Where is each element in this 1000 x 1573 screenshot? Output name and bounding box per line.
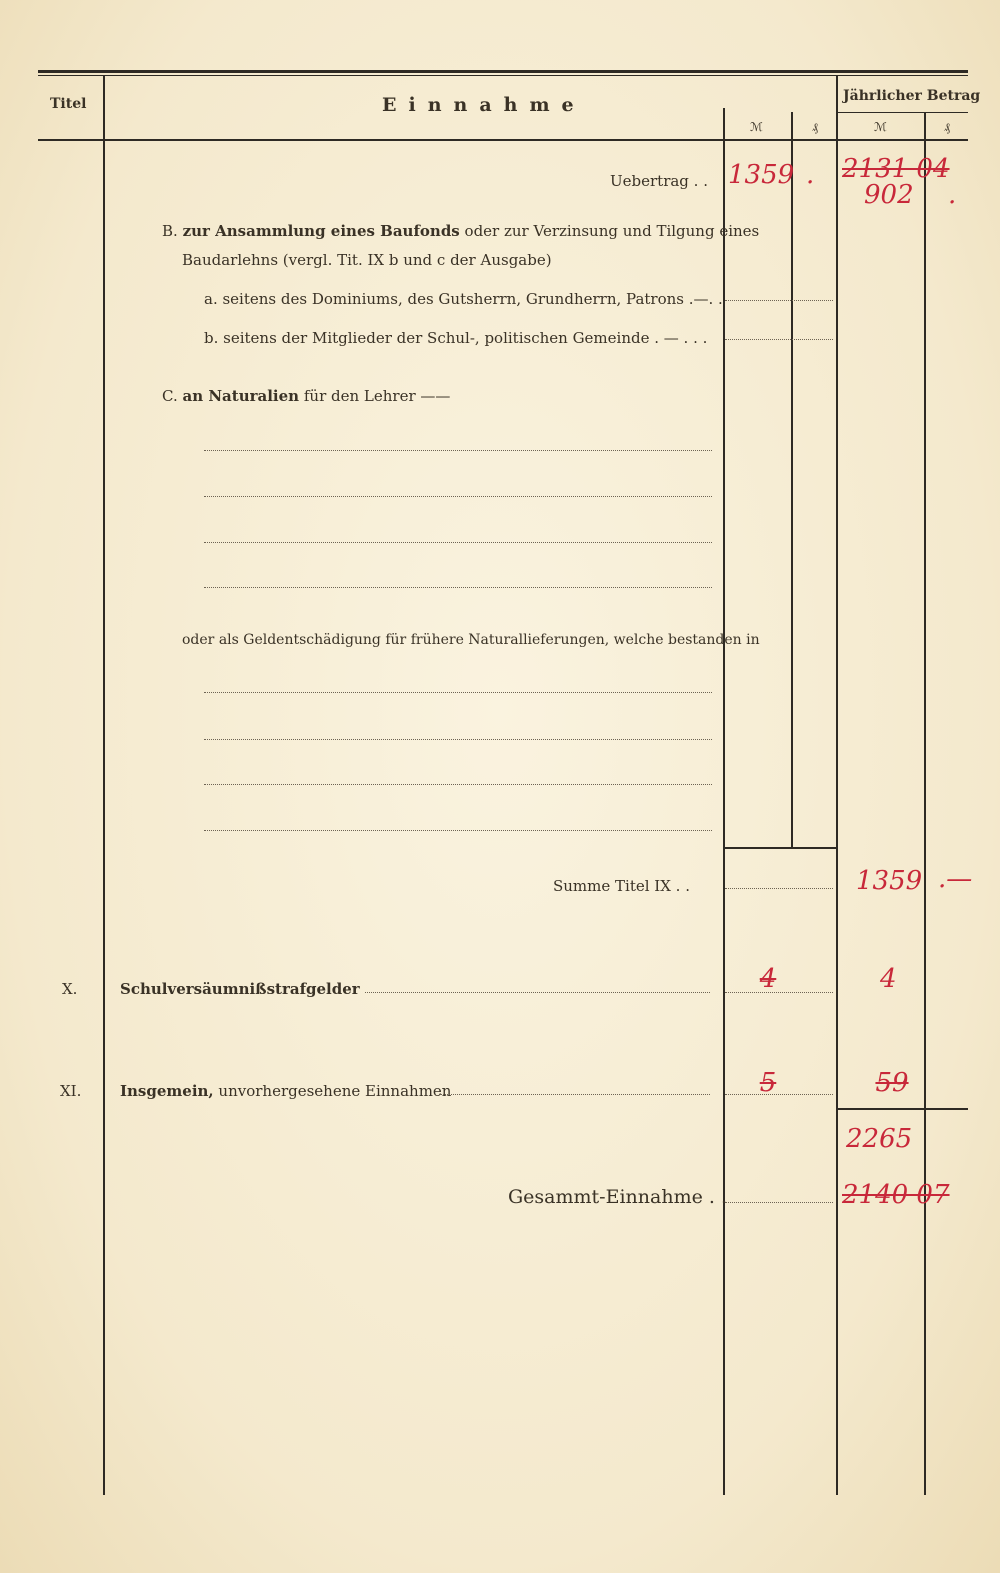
section-c-prefix: C.	[162, 387, 178, 405]
mark-column-line	[723, 108, 725, 1495]
row-xi-label	[120, 1082, 451, 1100]
hw-uebertrag-dot: .	[806, 160, 815, 190]
c-dots-4	[204, 587, 712, 588]
b-a-dots	[725, 300, 833, 301]
hw-uebertrag-new-dot: .	[948, 180, 957, 210]
header-einnahme: Einnahme	[382, 94, 586, 116]
section-b-prefix: B.	[162, 222, 178, 240]
summe-dots	[725, 888, 833, 889]
hw-summe: 1359	[856, 866, 923, 896]
section-c-line	[162, 387, 450, 405]
oder-dots-4	[204, 830, 712, 831]
hw-x-right: 4	[880, 964, 897, 994]
oder-dots-2	[204, 739, 712, 740]
row-x-dots	[365, 992, 710, 993]
top-rule	[38, 70, 968, 73]
c-dots-1	[204, 450, 712, 451]
section-b-a: a. seitens des Dominiums, des Gutsherrn, Grundherrn, Patrons .—. .	[204, 290, 723, 308]
summe-label: Summe Titel IX . .	[553, 877, 690, 895]
hw-x-mid: 4	[759, 964, 777, 994]
pf-column-line	[791, 112, 793, 848]
oder-dots-1	[204, 692, 712, 693]
c-dots-2	[204, 496, 712, 497]
c-dots-3	[204, 542, 712, 543]
row-xi-rest: unvorhergesehene Einnahmen	[218, 1082, 452, 1100]
header-rule	[38, 139, 968, 141]
summe-rule	[723, 847, 836, 849]
header-jaehrlicher-betrag: Jährlicher Betrag	[843, 88, 981, 104]
row-xi-bold: Insgemein,	[120, 1082, 214, 1100]
section-b-rest: oder zur Verzinsung und Tilgung eines	[464, 222, 760, 240]
hw-uebertrag-struck: 2131 04	[842, 154, 950, 184]
hw-uebertrag-new: 902	[864, 180, 914, 210]
section-b-line2: Baudarlehns (vergl. Tit. IX b und c der Ausgabe)	[182, 251, 552, 269]
header-titel: Titel	[50, 96, 87, 112]
hw-xi-right: 59	[875, 1068, 909, 1098]
b-b-dots	[725, 339, 833, 340]
betrag-column-line	[836, 75, 838, 1495]
unit-mark-2: ℳ	[874, 120, 887, 134]
section-c-rest: für den Lehrer ——	[303, 387, 451, 405]
betrag-pf-column-line	[924, 112, 926, 1495]
section-b-b: b. seitens der Mitglieder der Schul-, politischen Gemeinde . — . . .	[204, 329, 708, 347]
row-x-number: X.	[62, 980, 78, 998]
titel-column-line	[103, 75, 105, 1495]
hw-total-new: 2265	[846, 1124, 913, 1154]
oder-line: oder als Geldentschädigung für frühere Naturallieferungen, welche bestanden in	[182, 632, 760, 648]
unit-pf-1: ₰	[812, 120, 818, 134]
row-x-label: Schulversäumnißstrafgelder	[120, 980, 360, 998]
hw-uebertrag-mid: 1359	[728, 160, 795, 190]
hw-xi-mid: 5	[759, 1068, 777, 1098]
unit-pf-2: ₰	[944, 120, 950, 134]
uebertrag-label: Uebertrag . .	[610, 172, 708, 190]
betrag-subrule	[838, 112, 968, 113]
row-xi-number: XI.	[60, 1082, 82, 1100]
total-rule	[836, 1108, 968, 1110]
row-xi-dots	[440, 1094, 710, 1095]
oder-dots-3	[204, 784, 712, 785]
unit-mark-1: ℳ	[750, 120, 763, 134]
gesamt-label: Gesammt-Einnahme . .	[508, 1186, 727, 1208]
section-b-title: zur Ansammlung eines Baufonds	[182, 222, 460, 240]
section-c-title: an Naturalien	[182, 387, 300, 405]
top-rule-thin	[38, 75, 968, 76]
gesamt-dots	[725, 1202, 833, 1203]
section-b-line1	[162, 222, 759, 240]
hw-total-struck: 2140 07	[842, 1180, 950, 1210]
hw-summe-dash: .—	[938, 864, 973, 894]
